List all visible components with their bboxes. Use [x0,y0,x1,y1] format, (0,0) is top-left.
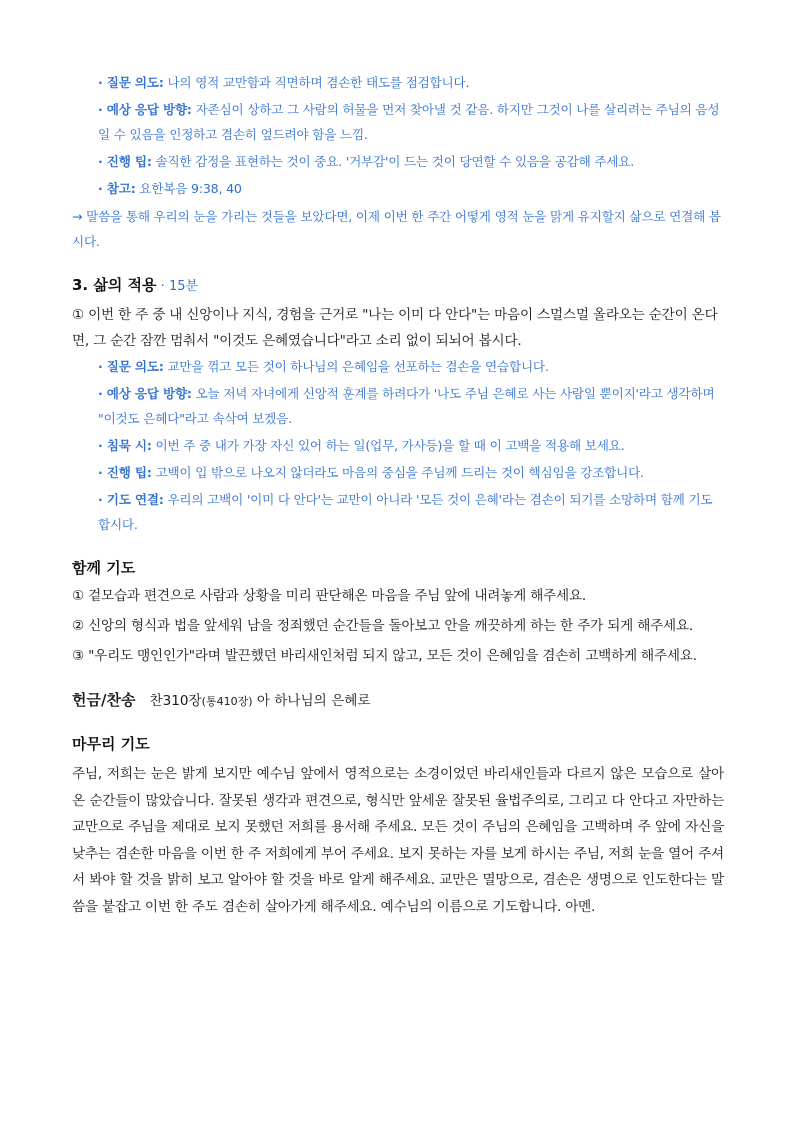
prayer-item: ② 신앙의 형식과 법을 앞세워 남을 정죄했던 순간들을 돌아보고 안을 깨끗하게 하는 한 주가 되게 해주세요. [72,618,694,634]
section-heading-prayer: 함께 기도 [72,559,136,577]
note-label: · 참고: [98,181,136,196]
offering-line [72,689,724,713]
note-label: · 기도 연결: [98,492,164,507]
note-question-intent [98,354,724,379]
section-duration: · 15분 [156,279,199,294]
document-page [72,70,724,920]
note-text: 나의 영적 교만함과 직면하며 겸손한 태도를 점검합니다. [163,75,470,90]
hymn-number: 찬310장 [149,693,202,709]
note-label: · 예상 응답 방향: [98,102,192,117]
note-prayer-link [98,487,724,537]
note-text: 솔직한 감정을 표현하는 것이 중요. '거부감'이 드는 것이 당연할 수 있음을 공감해 주세요. [151,154,635,169]
note-text: 우리의 고백이 '이미 다 안다'는 교만이 아니라 '모든 것이 은혜'라는 겸손이 되기를 소망하며 함께 기도합시다. [98,492,713,532]
note-label: · 진행 팁: [98,465,152,480]
transition-text: → 말씀을 통해 우리의 눈을 가리는 것들을 보았다면, 이제 이번 한 주간 어떻게 영적 눈을 맑게 유지할지 삶으로 연결해 봅시다. [72,209,721,249]
note-label: · 예상 응답 방향: [98,386,192,401]
note-expected-response [98,97,724,147]
note-text: 고백이 입 밖으로 나오지 않더라도 마음의 중심을 주님께 드리는 것이 핵심임을 강조합니다. [151,465,644,480]
note-reference [98,176,724,201]
note-label: · 진행 팁: [98,154,152,169]
note-label: · 질문 의도: [98,75,164,90]
note-text: 오늘 저녁 자녀에게 신앙적 훈계를 하려다가 '나도 주님 은혜로 사는 사람일 뿐이지'라고 생각하며 "이것도 은혜다"라고 속삭여 보겠음. [98,386,715,426]
section-title: 3. 삶의 적용 [72,276,157,294]
note-label: · 침묵 시: [98,438,152,453]
section-heading-closing: 마무리 기도 [72,735,150,753]
note-question-intent [98,70,724,95]
hymn-old-number: (통410장) [201,695,253,708]
note-tip [98,460,724,485]
hymn-title: 아 하나님의 은혜로 [252,693,371,709]
note-expected-response [98,381,724,431]
note-tip [98,149,724,174]
note-text: 교만을 꺾고 모든 것이 하나님의 은혜임을 선포하는 겸손을 연습합니다. [163,359,549,374]
note-text: 자존심이 상하고 그 사람의 허물을 먼저 찾아낼 것 같음. 하지만 그것이 나를 살리려는 주님의 음성일 수 있음을 인정하고 겸손히 엎드려야 함을 느낌. [98,102,720,142]
section-heading-application [72,274,724,298]
note-text: 요한복음 9:38, 40 [135,181,242,196]
note-text: 이번 주 중 내가 가장 자신 있어 하는 일(업무, 가사등)을 할 때 이 고백을 적용해 보세요. [151,438,625,453]
prayer-item: ③ "우리도 맹인인가"라며 발끈했던 바리새인처럼 되지 않고, 모든 것이 은혜임을 겸손히 고백하게 해주세요. [72,648,697,664]
closing-prayer-text: 주님, 저희는 눈은 밝게 보지만 예수님 앞에서 영적으로는 소경이었던 바리새인들과 다르지 않은 모습으로 살아온 순간들이 많았습니다. 잘못된 생각과 편견으로, 형식만 앞세운 잘못된 율법주의로, 그리고 다 안다고 자만하는 교만으로 주님을 제대로 보지 못했던 저희를 용서해 주세요. 모든 것이 주님의 은혜임을 고백하며 주 앞에 자신을 낮추는 겸손한 마음을 이번 한 주 저희에게 부어 주세요. 보지 못하는 자를 보게 하시는 주님, 저희 눈을 열어 주셔서 봐야 할 것을 밝히 보고 알아야 할 것을 바로 알게 해주세요. 교만은 멸망으로, 겸손은 생명으로 인도한다는 말씀을 붙잡고 이번 한 주도 겸손히 살아가게 해주세요. 예수님의 이름으로 기도합니다. 아멘. [72,766,724,915]
note-silence [98,433,724,458]
prayer-item: ① 겉모습과 편견으로 사람과 상황을 미리 판단해온 마음을 주님 앞에 내려놓게 해주세요. [72,588,587,604]
note-label: · 질문 의도: [98,359,164,374]
application-question: ① 이번 한 주 중 내 신앙이나 지식, 경험을 근거로 "나는 이미 다 안다"는 마음이 스멀스멀 올라오는 순간이 온다면, 그 순간 잠깐 멈춰서 "이것도 은혜였습니다"라고 소리 없이 되뇌어 봅시다. [72,307,718,349]
offering-title: 헌금/찬송 [72,691,136,709]
